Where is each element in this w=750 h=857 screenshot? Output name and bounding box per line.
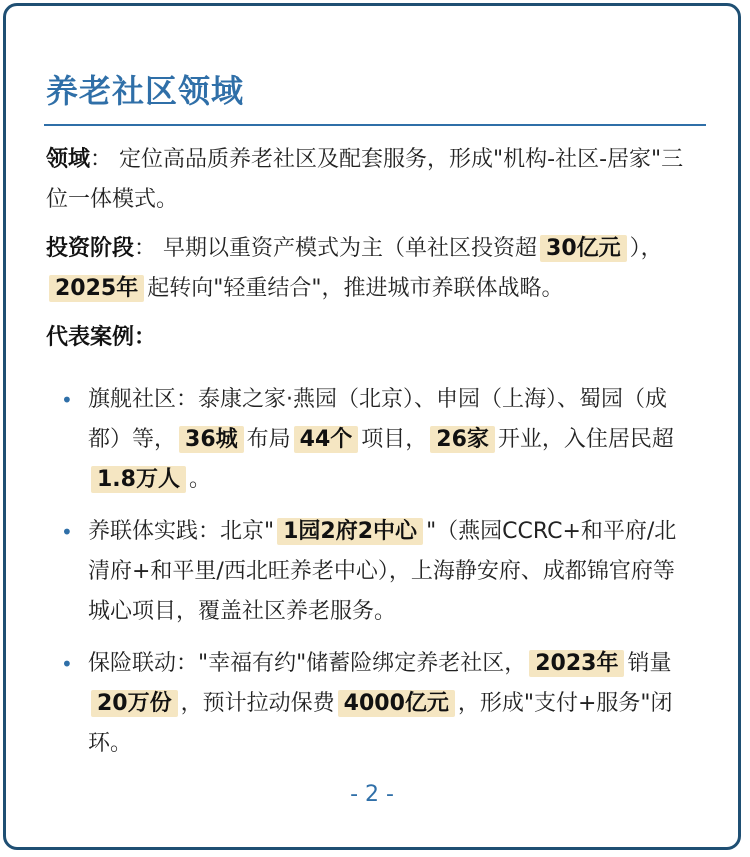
domain-label-sep: ： — [90, 147, 113, 172]
case-1-text-3: 项目， — [361, 427, 428, 452]
case-3-text-4: ，形成"支付+服务"闭环。 — [88, 691, 673, 756]
list-item — [46, 644, 696, 764]
list-item — [46, 512, 696, 632]
investment-text-2: ）， — [629, 236, 663, 261]
case-1-text-4: 开业，入住居民超 — [497, 427, 674, 452]
list-item — [46, 380, 696, 500]
highlight-investment-year: 2025年 — [49, 275, 144, 302]
highlight-sales-volume: 20万份 — [91, 690, 178, 717]
case-1-text-5: 。 — [188, 467, 211, 492]
investment-label-sep: ： — [134, 236, 157, 261]
case-3-text-3: ，预计拉动保费 — [180, 691, 335, 716]
case-1-text-1: 旗舰社区：泰康之家·燕园（北京）、申园（上海）、蜀园（成都）等， — [88, 387, 667, 452]
case-3-text-1: 保险联动："幸福有约"储蓄险绑定养老社区， — [88, 651, 527, 676]
investment-text-3: 起转向"轻重结合"，推进城市养联体战略。 — [147, 276, 564, 301]
case-3-text-2: 销量 — [627, 651, 672, 676]
content-area — [46, 140, 696, 776]
domain-text: 定位高品质养老社区及配套服务，形成"机构-社区-居家"三位一体模式。 — [46, 147, 684, 212]
highlight-investment-amount: 30亿元 — [540, 235, 627, 262]
highlight-residents: 1.8万人 — [91, 466, 186, 493]
investment-label: 投资阶段 — [46, 236, 135, 261]
highlight-opened: 26家 — [430, 426, 495, 453]
domain-paragraph — [46, 140, 696, 220]
bullet-dot-icon: • — [61, 520, 73, 544]
investment-paragraph — [46, 229, 696, 309]
case-2-text-1: 养联体实践：北京" — [88, 519, 275, 544]
case-1-text-2: 布局 — [246, 427, 291, 452]
cases-heading: 代表案例： — [46, 325, 157, 350]
section-title: 养老社区领域 — [46, 72, 245, 110]
highlight-beijing-model: 1园2府2中心 — [277, 518, 423, 545]
domain-label: 领域 — [46, 147, 91, 172]
bullet-dot-icon: • — [61, 388, 73, 412]
investment-text-1: 早期以重资产模式为主（单社区投资超 — [163, 236, 538, 261]
highlight-projects: 44个 — [294, 426, 359, 453]
case-2-text-2: "（燕园CCRC+和平府/北清府+和平里/西北旺养老中心），上海静安府、成都锦官府等城心项目，覆盖社区养老服务。 — [88, 519, 677, 624]
page-number: - 2 - — [350, 782, 394, 807]
case-list — [46, 380, 696, 764]
title-divider — [44, 124, 706, 126]
highlight-sales-year: 2023年 — [529, 650, 624, 677]
highlight-premium: 4000亿元 — [338, 690, 455, 717]
bullet-dot-icon: • — [61, 652, 73, 676]
highlight-cities: 36城 — [179, 426, 244, 453]
